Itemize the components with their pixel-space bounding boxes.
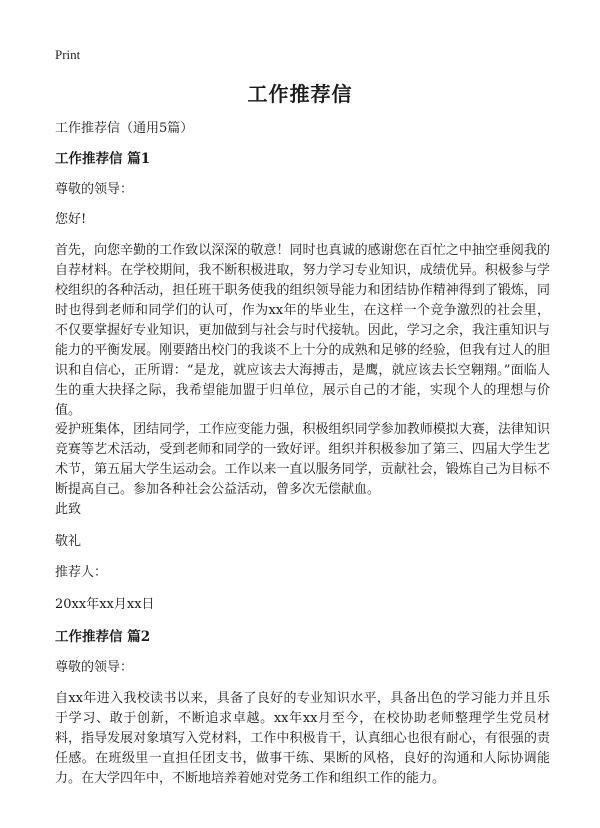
document-title: 工作推荐信 bbox=[247, 82, 353, 106]
section-1-closing: 此致 bbox=[55, 502, 82, 517]
document-subtitle: 工作推荐信（通用5篇） bbox=[55, 121, 194, 136]
section-1-date: 20xx年xx月xx日 bbox=[55, 597, 155, 612]
section-2-paragraph-1: 自xx年进入我校读书以来，具备了良好的专业知识水平，具备出色的学习能力并且乐于学习、敢于创新，不断追求卓越。xx年xx月至今，在校协助老师整理学生党员材料，指导发展对象填写入党材料，工作中积极肯干，认真细心也很有耐心，有很强的责任感。在班级里一直担任团支书，做事干练、果断的风格，良好的沟通和人际协调能力。在大学四年中，不断地培养着她对党务工作和组织工作的能力。 bbox=[55, 691, 550, 786]
section-1-regards: 敬礼 bbox=[55, 534, 82, 549]
section-1-heading: 工作推荐信 篇1 bbox=[55, 151, 151, 167]
print-link[interactable]: Print bbox=[55, 47, 81, 62]
section-1-greeting: 您好! bbox=[55, 212, 87, 227]
section-2-heading: 工作推荐信 篇2 bbox=[55, 629, 151, 645]
section-2-salutation: 尊敬的领导： bbox=[55, 660, 134, 675]
section-1-paragraph-2: 爱护班集体，团结同学，工作应变能力强，积极组织同学参加教师模拟大赛，法律知识竞赛等艺术活动，受到老师和同学的一致好评。组织并积极参加了第三、四届大学生艺术节，第五届大学生运动会。工作以来一直以服务同学，贡献社会，锻炼自己为目标不断提高自己。参加各种社会公益活动，曾多次无偿献血。 bbox=[55, 422, 550, 497]
section-1-recommender: 推荐人： bbox=[55, 565, 108, 580]
section-1-paragraph-1: 首先，向您辛勤的工作致以深深的敬意！同时也真诚的感谢您在百忙之中抽空垂阅我的自荐材料。在学校期间，我不断积极进取，努力学习专业知识，成绩优异。积极参与学校组织的各种活动，担任班干职务使我的组织领导能力和团结协作精神得到了锻炼，同时也得到老师和同学们的认可，作为xx年的毕业生，在这样一个竞争激烈的社会里，不仅要掌握好专业知识，更加做到与社会与时代接轨。因此，学习之余，我注重知识与能力的平衡发展。刚要踏出校门的我谈不上十分的成熟和足够的经验，但我有过人的胆识和自信心，正所谓：“是龙，就应该去大海搏击，是鹰，就应该去长空翱翔。”面临人生的重大抉择之际，我希望能加盟于归单位，展示自己的才能，实现个人的理想与价值。 bbox=[55, 243, 550, 418]
section-1-salutation: 尊敬的领导： bbox=[55, 182, 134, 197]
